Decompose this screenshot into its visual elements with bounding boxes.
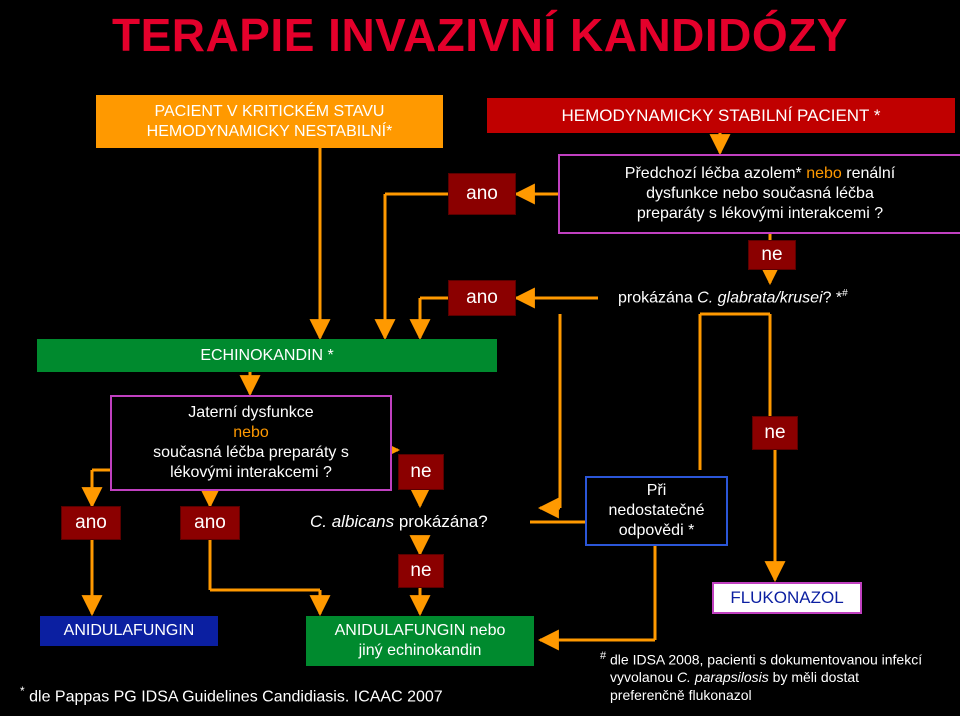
anidulafungin-box: ANIDULAFUNGIN: [40, 616, 218, 646]
flukonazol-box: FLUKONAZOL: [712, 582, 862, 614]
anidulafungin-alt-box: ANIDULAFUNGIN nebo jiný echinokandin: [306, 616, 534, 666]
liver-question-box: Jaterní dysfunkce nebo současná léčba preparáty s lékovými interakcemi ?: [110, 395, 392, 491]
liver-nebo: nebo: [233, 424, 269, 441]
stable-label: HEMODYNAMICKY STABILNÍ PACIENT *: [561, 105, 881, 125]
page-title: TERAPIE INVAZIVNÍ KANDIDÓZY: [112, 9, 848, 61]
ne-liver-label: ne: [398, 454, 444, 490]
ne-azole-label: ne: [748, 240, 796, 270]
albicans-question: C. albicans prokázána?: [310, 512, 488, 531]
azole-nebo: nebo: [806, 165, 842, 182]
critical-line1: PACIENT V KRITICKÉM STAVU: [154, 102, 385, 120]
stable-patient-box: [487, 98, 955, 133]
critical-line2: HEMODYNAMICKY NESTABILNÍ*: [146, 122, 393, 140]
azole-question-box: [558, 154, 960, 234]
ano-glabrata-label: ano: [448, 280, 516, 316]
ne-right-label: ne: [752, 416, 798, 450]
azole-line1: Předchozí léčba azolem* nebo renální: [624, 165, 896, 182]
azole-line3: preparáty s lékovými interakcemi ?: [636, 205, 884, 222]
ano-liver-label: ano: [180, 506, 240, 540]
ne-albicans-label: ne: [398, 554, 444, 588]
azole-line2: dysfunkce nebo současná léčba: [646, 185, 874, 202]
footnote-star: * dle Pappas PG IDSA Guidelines Candidiasis. ICAAC 2007: [20, 684, 443, 706]
echinokandin-box: ECHINOKANDIN *: [37, 339, 497, 372]
response-box: Při nedostatečné odpovědi *: [585, 476, 728, 546]
critical-patient-box: [96, 95, 443, 148]
ano-left-label: ano: [61, 506, 121, 540]
ano-azole-label: ano: [448, 173, 516, 215]
footnote-hash: # dle IDSA 2008, pacienti s dokumentovanou infekcí vyvolanou C. parapsilosis by měli dostat preferenčně flukonazol: [600, 650, 923, 703]
glabrata-question: prokázána C. glabrata/krusei? *#: [618, 288, 848, 307]
